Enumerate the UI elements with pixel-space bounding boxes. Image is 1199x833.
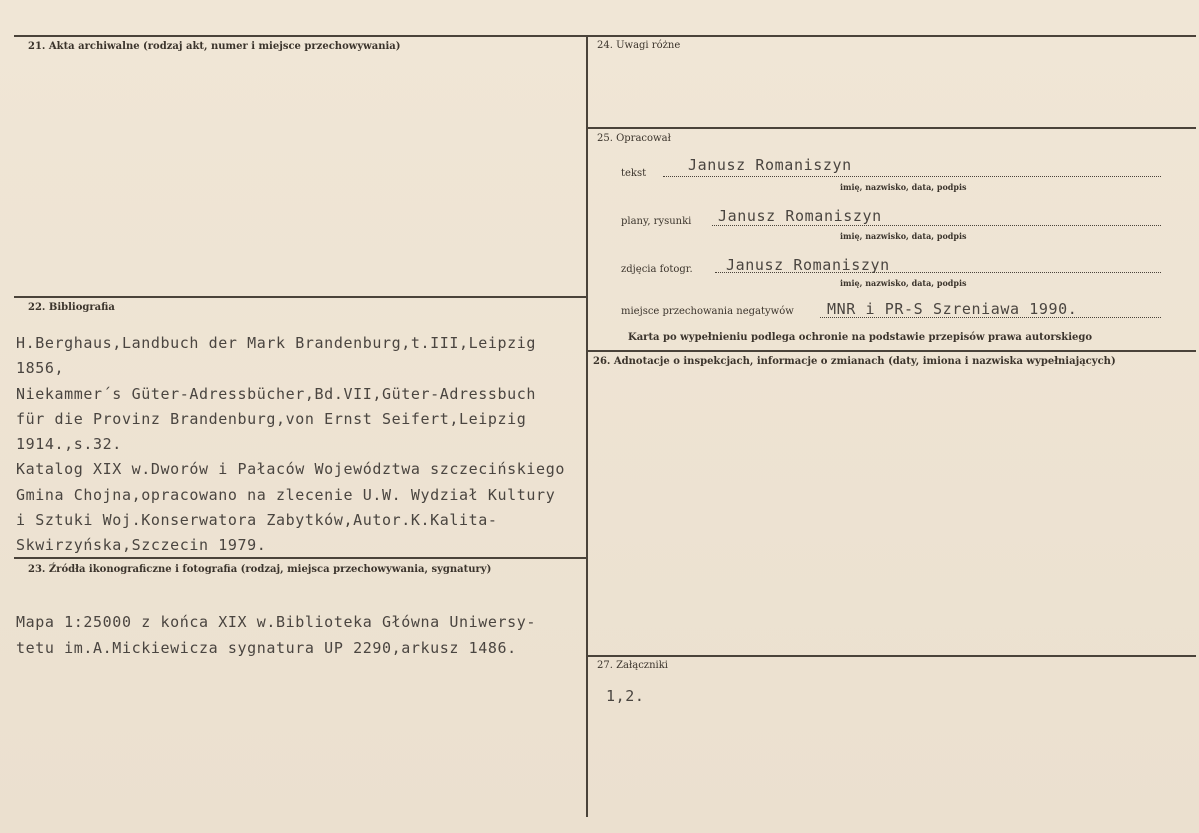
bibliography-line: i Sztuki Woj.Konserwatora Zabytków,Autor.K.Kalita- [16, 511, 498, 530]
section-21-header: 21. Akta archiwalne (rodzaj akt, numer i miejsce przechowywania) [28, 41, 401, 52]
negatywy-value: MNR i PR-S Szreniawa 1990. [827, 300, 1078, 318]
tekst-value: Janusz Romaniszyn [688, 156, 852, 174]
section-27-header: 27. Załączniki [597, 660, 668, 671]
copyright-note: Karta po wypełnieniu podlega ochronie na podstawie przepisów prawa autorskiego [628, 332, 1093, 343]
zdjecia-label: zdjęcia fotogr. [621, 264, 693, 275]
tekst-caption: imię, nazwisko, data, podpis [840, 182, 967, 192]
section-22-header: 22. Bibliografia [28, 302, 115, 313]
rule-21-22 [14, 296, 588, 298]
bibliography-list [16, 331, 565, 559]
rule-25-26 [588, 350, 1196, 352]
zdjecia-value: Janusz Romaniszyn [726, 256, 890, 274]
bibliography-line: Skwirzyńska,Szczecin 1979. [16, 536, 267, 555]
section-25-header: 25. Opracował [597, 133, 671, 144]
top-rule [14, 35, 1196, 37]
tekst-label: tekst [621, 168, 647, 179]
zdjecia-dotted-line [715, 272, 1161, 273]
plany-value: Janusz Romaniszyn [718, 207, 882, 225]
bibliography-line: für die Provinz Brandenburg,von Ernst Seifert,Leipzig [16, 409, 527, 428]
plany-caption: imię, nazwisko, data, podpis [840, 231, 967, 241]
rule-26-27 [588, 655, 1196, 657]
negatywy-label: miejsce przechowania negatywów [621, 306, 794, 317]
column-divider [586, 35, 588, 817]
bibliography-line: Niekammer´s Güter-Adressbücher,Bd.VII,Güter-Adressbuch [16, 384, 537, 403]
section-24-header: 24. Uwagi różne [597, 40, 681, 51]
plany-label: plany, rysunki [621, 216, 692, 227]
iconography-line: tetu im.A.Mickiewicza sygnatura UP 2290,arkusz 1486. [16, 639, 517, 657]
bibliography-line: 1856, [16, 359, 65, 378]
bibliography-line: H.Berghaus,Landbuch der Mark Brandenburg,t.III,Leipzig [16, 334, 537, 352]
tekst-dotted-line [663, 176, 1161, 177]
bibliography-line: Gmina Chojna,opracowano na zlecenie U.W. Wydział Kultury [16, 485, 556, 504]
zdjecia-caption: imię, nazwisko, data, podpis [840, 278, 967, 288]
rule-24-25 [588, 127, 1196, 129]
plany-dotted-line [712, 225, 1161, 226]
section-23-header: 23. Źródła ikonograficzne i fotografia (rodzaj, miejsca przechowywania, sygnatury) [28, 564, 492, 575]
iconography-line: Mapa 1:25000 z końca XIX w.Biblioteka Główna Uniwersy- [16, 613, 537, 631]
bibliography-line: 1914.,s.32. [16, 435, 122, 454]
bibliography-line: Katalog XIX w.Dworów i Pałaców Województwa szczecińskiego [16, 460, 565, 479]
attachments-value: 1,2. [606, 687, 645, 705]
negatywy-dotted-line [820, 317, 1161, 318]
iconography-list [16, 609, 536, 661]
section-26-header: 26. Adnotacje o inspekcjach, informacje o zmianach (daty, imiona i nazwiska wypełniających) [593, 356, 1116, 367]
